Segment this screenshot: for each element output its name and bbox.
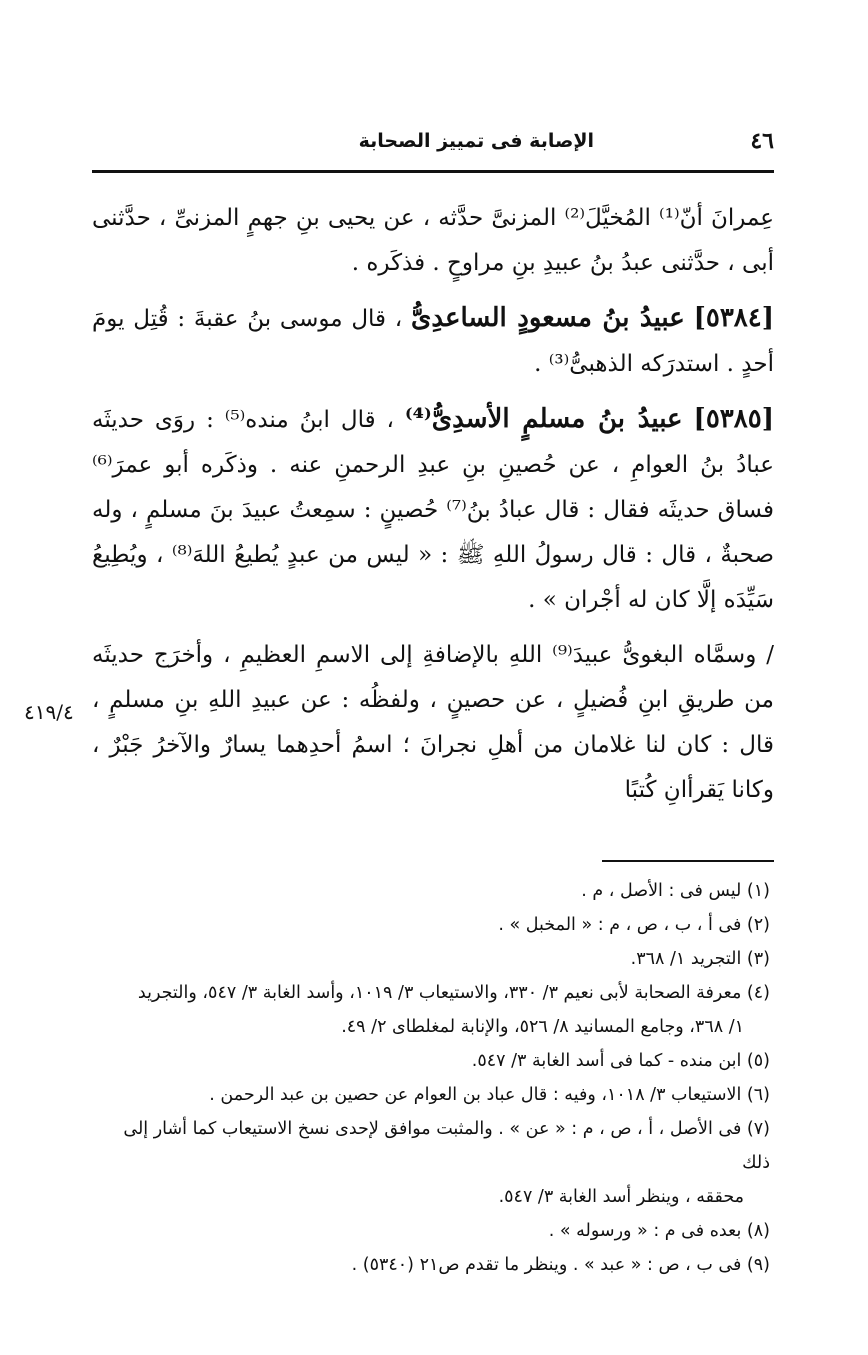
footnote-continuation: محققه ، وينظر أسد الغابة ٣/ ٥٤٧. [498, 1187, 744, 1207]
footnote-text: (٦) الاستيعاب ٣/ ١٠١٨، وفيه : قال عباد بن العوام عن حصين بن عبد الرحمن . [209, 1085, 770, 1105]
entry-text: ، قال ابنُ منده⁽⁵⁾ : روَى حديثَه عبادُ بنُ العوامِ ، عن حُصينِ بنِ عبدِ الرحمنِ عنه . وذكَره أبو عمرَ⁽⁶⁾ فساق حديثَه فقال : قال عبادُ بنُ⁽⁷⁾ حُصينٍ : سمِعتُ عبيدَ بنَ مسلمٍ ، وله صحبةٌ ، قال : قال رسولُ اللهِ ﷺ : « ليس من عبدٍ يُطيعُ اللهَ⁽⁸⁾ ، ويُطِيعُ سَيِّدَه إلَّا كان له أجْران » . [92, 407, 774, 613]
footnote [92, 1214, 774, 1248]
entry-5384 [92, 296, 774, 387]
page-header [92, 128, 774, 158]
footnote-text: (٣) التجريد ١/ ٣٦٨. [630, 949, 770, 969]
footnote-text: (٤) معرفة الصحابة لأبى نعيم ٣/ ٣٣٠، والاستيعاب ٣/ ١٠١٩، وأسد الغابة ٣/ ٥٤٧، والتجريد [137, 983, 770, 1003]
footnote [92, 908, 774, 942]
margin-reference: ٤١٩/٤ [24, 700, 74, 724]
footnote-text: (٢) فى أ ، ب ، ص ، م : « المخبل » . [498, 915, 770, 935]
footnote-rule [602, 860, 774, 862]
footnotes [92, 874, 774, 1282]
footnote [92, 1112, 774, 1214]
footnote-text: (٨) بعده فى م : « ورسوله » . [548, 1221, 770, 1241]
page-number: ٤٦ [750, 128, 774, 154]
entry-text: ، قال موسى بنُ عقبةَ : قُتِل يومَ أحدٍ . استدرَكه الذهبىُّ⁽³⁾ . [92, 306, 774, 377]
footnote [92, 1078, 774, 1112]
footnote [92, 942, 774, 976]
paragraph-1: عِمرانَ أنّ⁽¹⁾ المُخيَّلَ⁽²⁾ المزنىَّ حدَّثه ، عن يحيى بنِ جهمٍ المزنىِّ ، حدَّثنى أبى ، حدَّثنى عبدُ بنُ عبيدِ بنِ مراوحٍ . فذكَره . [92, 205, 774, 276]
footnote [92, 976, 774, 1044]
entry-number: [٥٣٨٥] [693, 404, 775, 434]
footnote [92, 1044, 774, 1078]
running-title: الإصابة فى تمييز الصحابة [358, 130, 594, 152]
entry-name: عبيدُ بنُ مسلمٍ الأسدِىُّ⁽⁴⁾ [404, 404, 683, 434]
footnote-text: (٩) فى ب ، ص : « عبد » . وينظر ما تقدم ص٢١ (٥٣٤٠) . [351, 1255, 770, 1275]
entry-name: عبيدُ بنُ مسعودٍ الساعدِىُّ [410, 303, 685, 333]
footnote-text: (٧) فى الأصل ، أ ، ص ، م : « عن » . والمثبت موافق لإحدى نسخ الاستيعاب كما أشار إلى ذلك [123, 1119, 770, 1173]
entry-5385 [92, 397, 774, 623]
entry-number: [٥٣٨٤] [693, 303, 775, 333]
footnote [92, 1248, 774, 1282]
footnote-continuation: ١/ ٣٦٨، وجامع المسانيد ٨/ ٥٢٦، والإنابة لمغلطاى ٢/ ٤٩. [341, 1017, 744, 1037]
footnote-text: (١) ليس فى : الأصل ، م . [581, 881, 770, 901]
footnote [92, 874, 774, 908]
main-text [92, 196, 774, 813]
footnote-text: (٥) ابن منده - كما فى أسد الغابة ٣/ ٥٤٧. [471, 1051, 770, 1071]
paragraph-4: / وسمَّاه البغوىُّ عبيدَ⁽⁹⁾ اللهِ بالإضافةِ إلى الاسمِ العظيمِ ، وأخرَج حديثَه من طريقِ ابنِ فُضيلٍ ، عن حصينٍ ، ولفظُه : عن عبيدِ اللهِ بنِ مسلمٍ ، قال : كان لنا غلامان من أهلِ نجرانَ ؛ اسمُ أحدِهما يسارٌ والآخرُ جَبْرٌ ، وكانا يَقرأانِ كُتبًا [92, 642, 774, 803]
header-rule [92, 170, 774, 173]
